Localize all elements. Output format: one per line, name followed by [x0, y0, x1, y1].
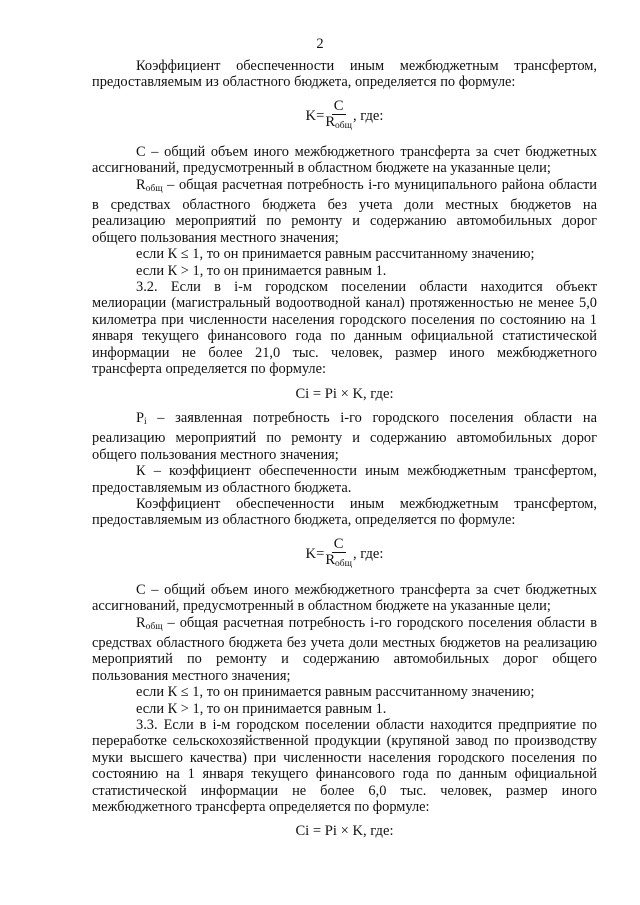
- formula-lhs: K=: [305, 546, 325, 563]
- paragraph-text: – заявленная потребность i-го городского поселения области на реализацию мероприятий по ремонту и содержанию автомобильных дорог общего пользования местного значения;: [92, 409, 597, 463]
- paragraph-text: С – общий объем иного межбюджетного трансферта за счет бюджетных ассигнований, предусмотренный в областном бюджете на указанные цели;: [92, 143, 597, 177]
- fraction-numerator: C: [333, 535, 344, 552]
- paragraph-text: – общая расчетная потребность i-го муниципального района области в средствах областного бюджета без учета доли местных бюджетов на реализацию мероприятий по ремонту и содержанию автомобильных дорог общего пользования местного значения;: [92, 176, 597, 246]
- paragraph: [92, 717, 597, 815]
- paragraph: [92, 263, 597, 279]
- paragraph-text: если К ≤ 1, то он принимается равным рассчитанному значению;: [136, 246, 535, 263]
- fraction-numerator: C: [333, 97, 344, 114]
- variable-subscript: i: [144, 416, 147, 427]
- denominator-symbol: R: [325, 551, 336, 568]
- formula: [92, 386, 597, 402]
- variable-subscript: общ: [145, 183, 163, 194]
- denominator-subscript: общ: [335, 558, 352, 569]
- formula: [92, 823, 597, 839]
- fraction-denominator: [325, 115, 352, 134]
- variable-subscript: общ: [145, 621, 163, 632]
- formula-rhs: , где:: [352, 108, 384, 125]
- paragraph: [92, 463, 597, 496]
- paragraph: [92, 144, 597, 177]
- paragraph-text: Коэффициент обеспеченности иным межбюджетным трансфертом, предоставляемым из областного бюджета, определяется по формуле:: [92, 495, 597, 529]
- paragraph-text: К – коэффициент обеспеченности иным межбюджетным трансфертом, предоставляемым из областного бюджета.: [92, 463, 597, 496]
- formula-rhs: , где:: [352, 546, 384, 563]
- variable-symbol: P: [136, 409, 145, 426]
- variable-symbol: R: [136, 614, 146, 631]
- denominator-subscript: общ: [335, 120, 352, 131]
- paragraph: [92, 58, 597, 91]
- formula-text: Ci = Pi × K, где:: [295, 823, 394, 840]
- variable-symbol: R: [136, 176, 146, 193]
- paragraph: [92, 410, 597, 463]
- page-number: 2: [316, 36, 324, 52]
- fraction-denominator: [325, 553, 352, 572]
- paragraph: [92, 496, 597, 529]
- paragraph-text: С – общий объем иного межбюджетного трансферта за счет бюджетных ассигнований, предусмотренный в областном бюджете на указанные цели;: [92, 581, 597, 615]
- fraction-formula: [92, 99, 597, 134]
- paragraph: [92, 582, 597, 615]
- document-body: [92, 58, 597, 848]
- paragraph-text: если К ≤ 1, то он принимается равным рассчитанному значению;: [136, 684, 535, 701]
- paragraph-text: если К > 1, то он принимается равным 1.: [136, 262, 387, 279]
- paragraph-text: – общая расчетная потребность i-го городского поселения области в средствах областного бюджета без учета доли местных бюджетов на реализацию мероприятий по ремонту и содержанию автомобильных дорог общего пользования местного значения;: [92, 614, 597, 684]
- paragraph: [92, 701, 597, 717]
- fraction: [325, 99, 352, 134]
- paragraph: [92, 615, 597, 685]
- paragraph: [92, 246, 597, 262]
- paragraph-text: 3.3. Если в i-м городском поселении области находится предприятие по переработке сельскохозяйственной продукции (крупяной завод по производству муки высшего качества) при численности населения городского поселения по состоянию на 1 января текущего финансового года по данным официальной статистической информации не более 6,0 тыс. человек, размер иного межбюджетного трансферта определяется по формуле:: [92, 717, 597, 816]
- paragraph: [92, 177, 597, 247]
- paragraph-text: 3.2. Если в i-м городском поселении области находится объект мелиорации (магистральный водоотводной канал) протяженностью не менее 5,0 километра при численности населения городского поселения по состоянию на 1 января текущего финансового года по данным официальной статистической информации не более 21,0 тыс. человек, размер иного межбюджетного трансферта определяется по формуле:: [92, 279, 597, 378]
- denominator-symbol: R: [325, 113, 336, 130]
- paragraph-text: Коэффициент обеспеченности иным межбюджетным трансфертом, предоставляемым из областного бюджета, определяется по формуле:: [92, 58, 597, 91]
- paragraph: [92, 684, 597, 700]
- fraction: [325, 537, 352, 572]
- formula-lhs: K=: [305, 108, 325, 125]
- fraction-formula: [92, 537, 597, 572]
- paragraph-text: если К > 1, то он принимается равным 1.: [136, 700, 387, 717]
- paragraph: [92, 279, 597, 377]
- formula-text: Ci = Pi × K, где:: [295, 385, 394, 402]
